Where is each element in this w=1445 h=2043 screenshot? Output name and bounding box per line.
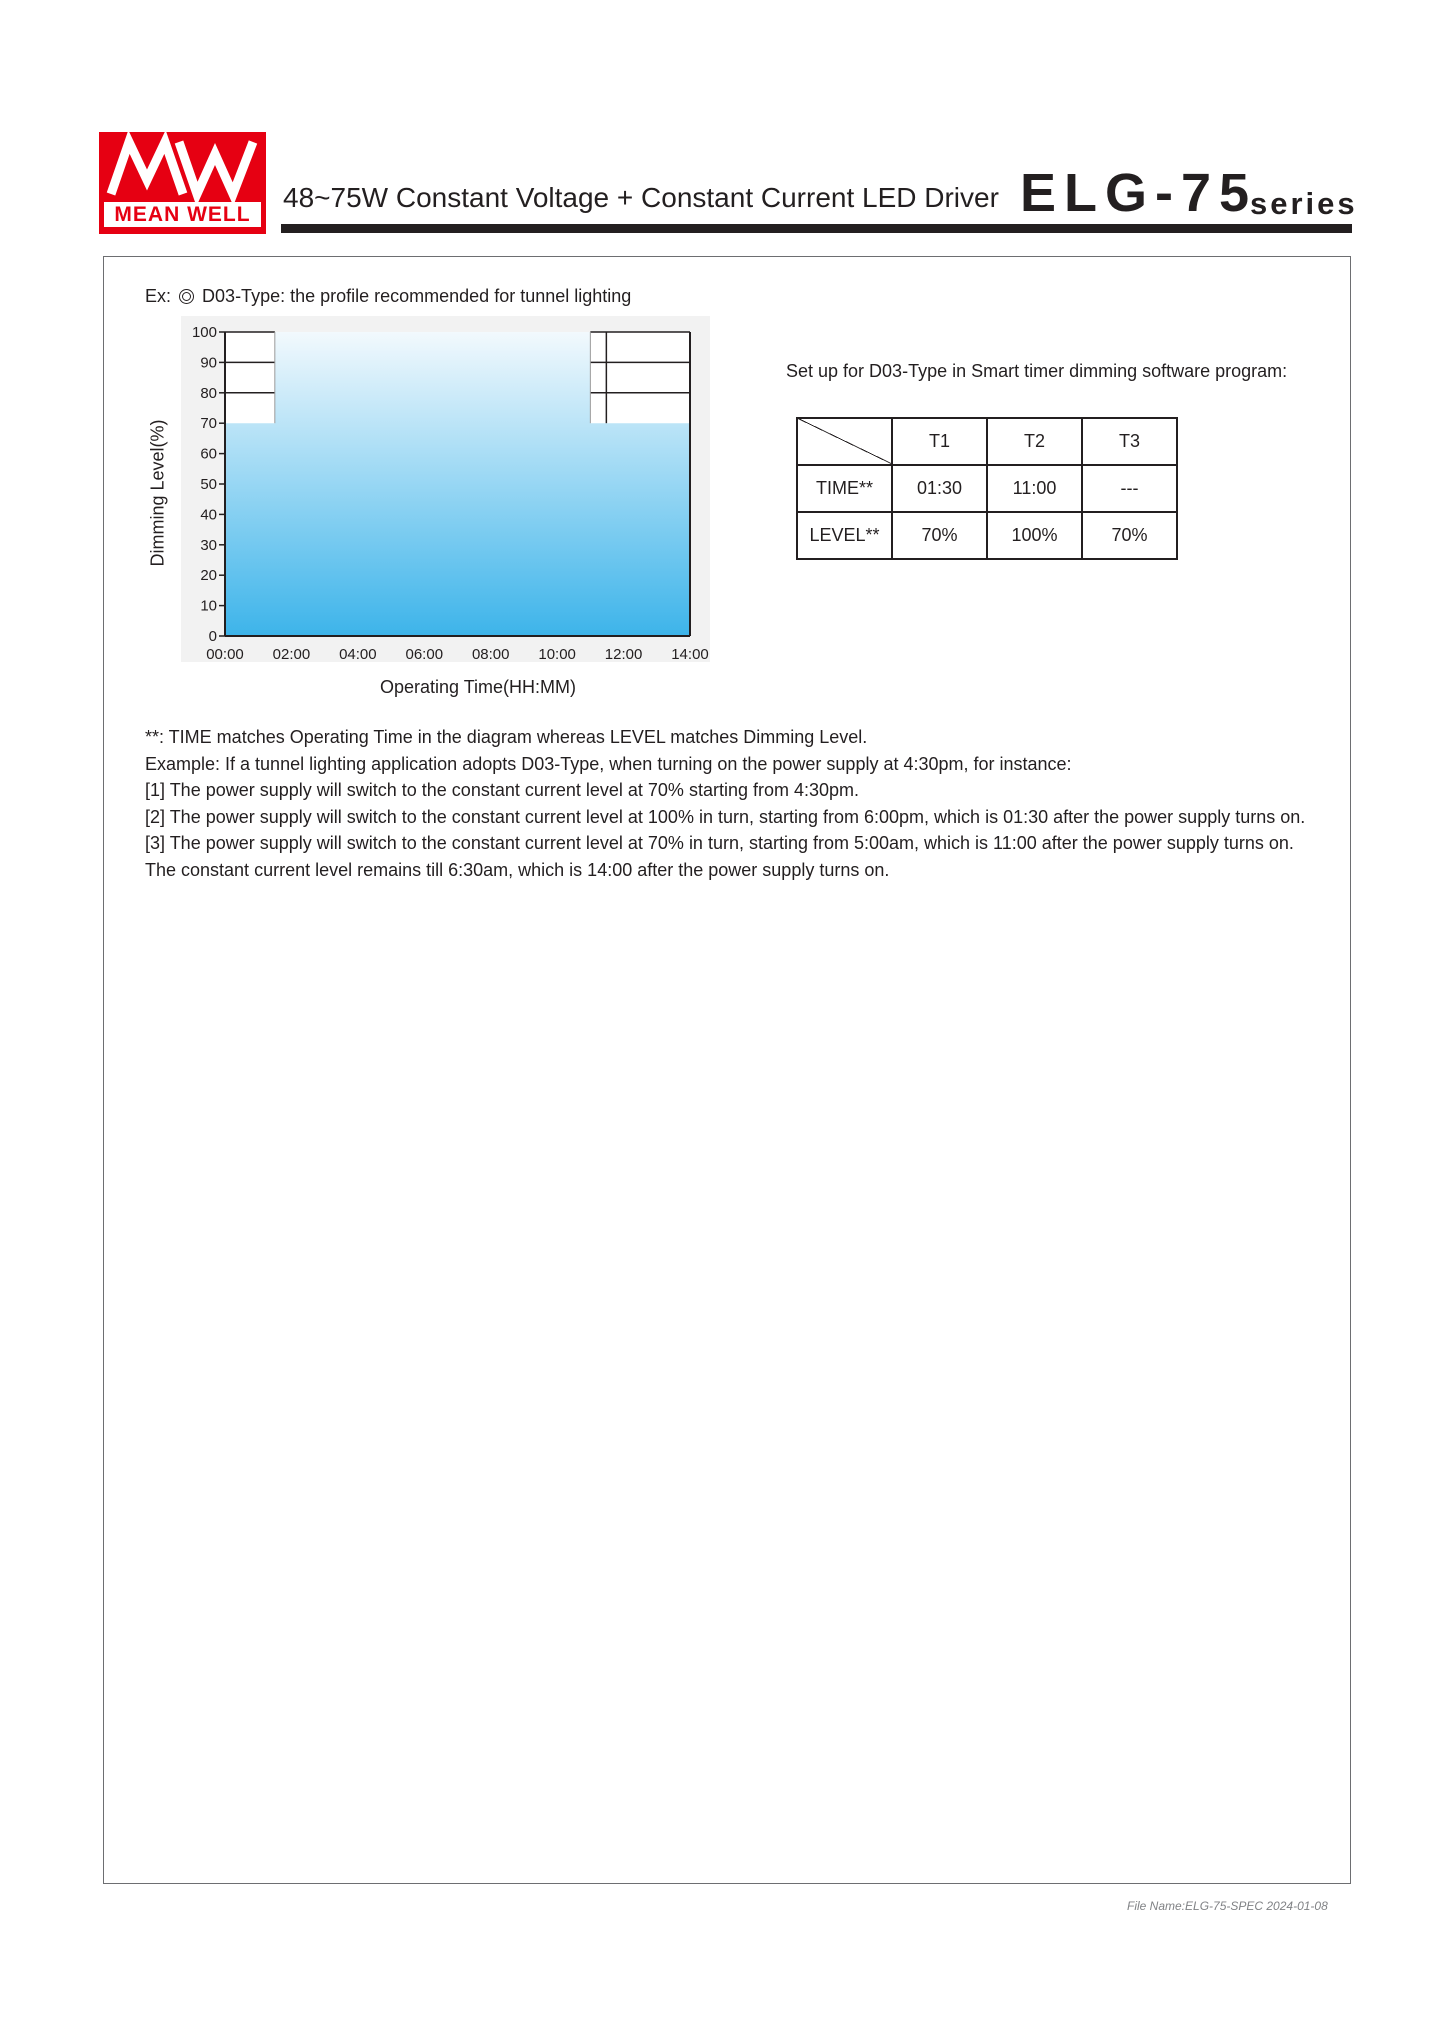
mw-logo-icon [99, 132, 266, 202]
y-tick-label: 90 [200, 354, 217, 372]
table-cell: 70% [1082, 512, 1177, 559]
y-tick-label: 10 [200, 597, 217, 615]
table-cell: TIME** [797, 465, 892, 512]
table-cell: --- [1082, 465, 1177, 512]
model-name: ELG-75 [1020, 163, 1258, 223]
y-tick-label: 30 [200, 536, 217, 554]
note-line: The constant current level remains till 6:30am, which is 14:00 after the power supply turns on. [145, 859, 890, 880]
example-prefix: Ex: [145, 286, 172, 306]
table-cell: LEVEL** [797, 512, 892, 559]
table-header-cell: T1 [892, 418, 987, 465]
x-tick-label: 10:00 [538, 646, 576, 663]
table-row [797, 512, 1177, 559]
y-tick-label: 80 [200, 384, 217, 402]
setup-caption: Set up for D03-Type in Smart timer dimming software program: [786, 361, 1288, 381]
mean-well-logo [99, 132, 266, 234]
series-label: series [1250, 186, 1358, 221]
table-header-cell: T3 [1082, 418, 1177, 465]
y-axis-label: Dimming Level(%) [147, 419, 168, 567]
x-tick-label: 04:00 [339, 646, 377, 663]
y-tick-label: 50 [200, 476, 217, 493]
y-tick-label: 20 [200, 567, 217, 585]
note-line: **: TIME matches Operating Time in the diagram whereas LEVEL matches Dimming Level. [145, 727, 868, 747]
table-cell: 100% [987, 512, 1082, 559]
note-line: [2] The power supply will switch to the constant current level at 100% in turn, starting from 6:00pm, which is 01:30 after the power supply turns on. [145, 806, 1306, 827]
y-tick-label: 100 [191, 324, 217, 341]
notes-block [145, 724, 1305, 884]
example-caption [145, 286, 631, 307]
y-tick-label: 60 [200, 445, 217, 463]
x-axis-label: Operating Time(HH:MM) [380, 677, 577, 697]
table-cell: 01:30 [892, 465, 987, 512]
file-name-footer: File Name:ELG-75-SPEC 2024-01-08 [1127, 1899, 1328, 1913]
y-tick-label: 40 [200, 506, 217, 524]
table-header-row [797, 418, 1177, 465]
note-line: Example: If a tunnel lighting application adopts D03-Type, when turning on the power supply at 4:30pm, for instance: [145, 753, 1072, 774]
dimming-chart [145, 316, 710, 716]
x-tick-label: 08:00 [471, 646, 510, 663]
y-tick-label: 0 [208, 628, 217, 645]
y-tick-label: 70 [200, 415, 217, 433]
table-corner-cell [797, 418, 892, 465]
note-line: [1] The power supply will switch to the constant current level at 70% starting from 4:30pm. [145, 780, 860, 801]
dimming-chart-svg [145, 316, 710, 666]
table-cell: 70% [892, 512, 987, 559]
x-tick-label: 06:00 [405, 646, 444, 663]
x-tick-label: 00:00 [206, 646, 244, 663]
double-circle-icon [179, 289, 194, 304]
table-header-cell: T2 [987, 418, 1082, 465]
program-table [796, 417, 1178, 560]
page-subtitle: 48~75W Constant Voltage + Constant Current LED Driver [283, 182, 999, 213]
x-tick-label: 02:00 [272, 646, 311, 663]
note-line: [3] The power supply will switch to the constant current level at 70% in turn, starting from 5:00am, which is 11:00 after the power supply turns on. [145, 833, 1294, 854]
example-text: D03-Type: the profile recommended for tunnel lighting [202, 286, 632, 306]
table-row [797, 465, 1177, 512]
x-tick-label: 12:00 [604, 646, 643, 663]
table-cell: 11:00 [987, 465, 1082, 512]
brand-name: MEAN WELL [104, 202, 261, 227]
header-rule [281, 224, 1352, 233]
x-tick-label: 14:00 [671, 646, 709, 663]
